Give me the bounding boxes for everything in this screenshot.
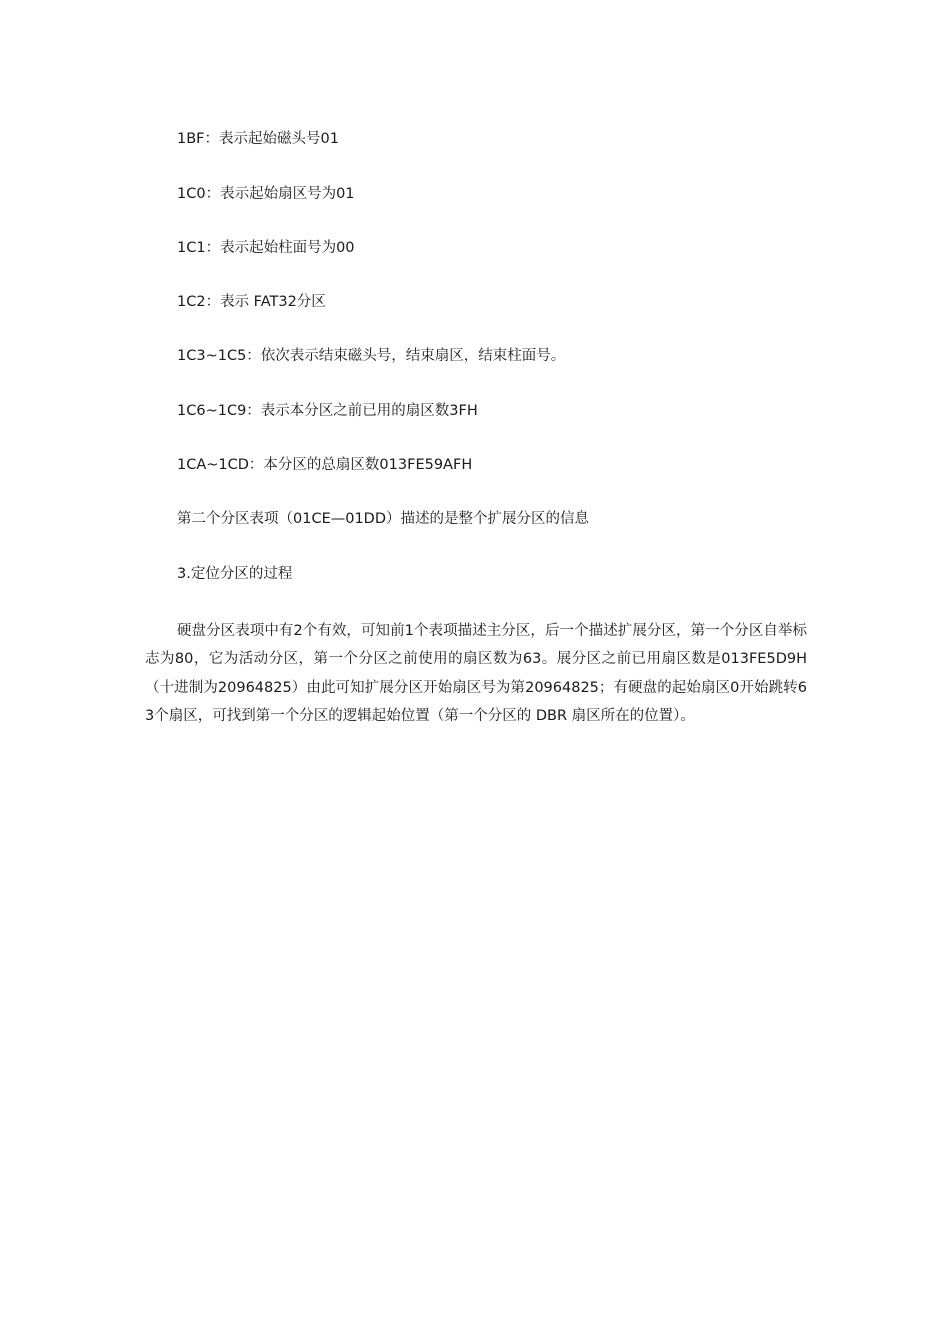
body-paragraph: 硬盘分区表项中有2个有效，可知前1个表项描述主分区，后一个描述扩展分区，第一个分区自举标志为80，它为活动分区，第一个分区之前使用的扇区数为63。展分区之前已用扇区数是013FE5D9H（十进制为20964825）由此可知扩展分区开始扇区号为第20964825；有硬盘的起始扇区0开始跳转63个扇区，可找到第一个分区的逻辑起始位置（第一个分区的 DBR 扇区所在的位置）。 bbox=[145, 623, 807, 725]
entry-1c1: 1C1：表示起始柱面号为00 bbox=[177, 240, 355, 256]
entry-1c6-1c9: 1C6~1C9：表示本分区之前已用的扇区数3FH bbox=[177, 403, 478, 419]
entry-1c0: 1C0：表示起始扇区号为01 bbox=[177, 186, 355, 202]
entry-1ca-1cd: 1CA~1CD：本分区的总扇区数013FE59AFH bbox=[177, 457, 473, 473]
entry-1bf: 1BF：表示起始磁头号01 bbox=[177, 131, 339, 147]
second-partition-entry: 第二个分区表项（01CE—01DD）描述的是整个扩展分区的信息 bbox=[177, 511, 590, 527]
entry-1c2: 1C2：表示 FAT32分区 bbox=[177, 294, 326, 310]
entry-1c3-1c5: 1C3~1C5：依次表示结束磁头号，结束扇区，结束柱面号。 bbox=[177, 348, 566, 364]
section-heading: 3.定位分区的过程 bbox=[177, 566, 293, 582]
